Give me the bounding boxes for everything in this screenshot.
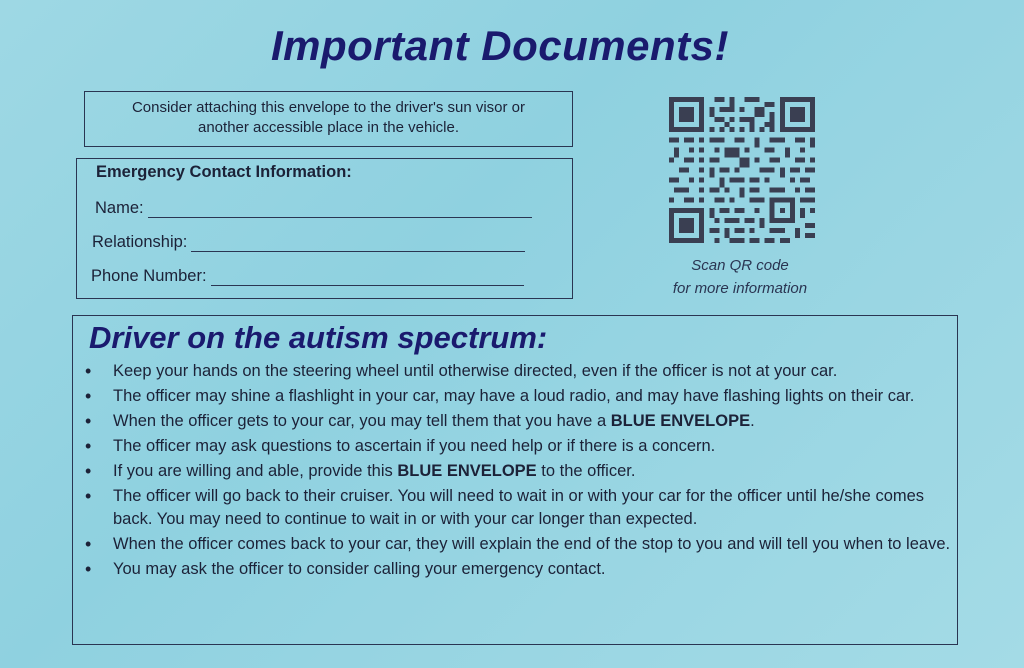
list-item: [73, 460, 953, 483]
list-item: [73, 385, 953, 408]
relationship-label: Relationship:: [92, 233, 188, 251]
bullet-text: You may ask the officer to consider calling your emergency contact.: [113, 560, 606, 578]
name-label: Name:: [95, 199, 144, 217]
list-item: [73, 360, 953, 383]
qr-caption: [640, 254, 840, 300]
bullet-text: When the officer comes back to your car, they will explain the end of the stop to you and will tell you when to leave.: [113, 535, 951, 553]
bullet-text-end: .: [750, 412, 755, 430]
visor-note-line-1: Consider attaching this envelope to the driver's sun visor or: [131, 99, 526, 116]
bullet-text: When the officer gets to your car, you may tell them that you have a: [113, 412, 611, 430]
relationship-field[interactable]: [92, 233, 525, 252]
phone-number-field[interactable]: [91, 267, 524, 286]
bullet-text: If you are willing and able, provide this: [113, 462, 398, 480]
visor-note-box: [84, 91, 573, 147]
name-blank-line[interactable]: [148, 200, 532, 218]
list-item: [73, 533, 953, 556]
list-item: [73, 435, 953, 458]
name-field[interactable]: [95, 199, 532, 218]
emergency-contact-box: [76, 158, 573, 299]
bullet-text: The officer will go back to their cruiser. You will need to wait in or with your car for the officer until he/she comes back. You may need to continue to wait in or with your car longer than expected.: [113, 487, 925, 528]
list-item: [73, 410, 953, 433]
bullet-text: Keep your hands on the steering wheel until otherwise directed, even if the officer is not at your car.: [113, 362, 838, 380]
relationship-blank-line[interactable]: [191, 234, 525, 252]
qr-code-icon[interactable]: [668, 97, 816, 243]
list-item: [73, 485, 953, 531]
phone-number-blank-line[interactable]: [211, 268, 524, 286]
autism-spectrum-box: [72, 315, 958, 645]
bullet-bold-text: BLUE ENVELOPE: [610, 412, 751, 430]
list-item: [73, 558, 953, 581]
qr-caption-line-2: for more information: [672, 280, 808, 297]
autism-spectrum-heading: Driver on the autism spectrum:: [89, 320, 548, 355]
bullet-text: The officer may ask questions to ascertain if you need help or if there is a concern.: [113, 437, 716, 455]
bullet-text-end: to the officer.: [536, 462, 636, 480]
emergency-contact-heading: Emergency Contact Information:: [96, 163, 352, 181]
visor-note-line-2: another accessible place in the vehicle.: [198, 119, 459, 136]
instructions-list: [73, 360, 953, 583]
bullet-bold-text: BLUE ENVELOPE: [397, 462, 537, 480]
qr-caption-line-1: Scan QR code: [691, 257, 789, 274]
bullet-text: The officer may shine a flashlight in your car, may have a loud radio, and may have flashing lights on their car.: [113, 387, 915, 405]
page-title: Important Documents!: [270, 22, 729, 69]
phone-number-label: Phone Number:: [91, 267, 207, 285]
